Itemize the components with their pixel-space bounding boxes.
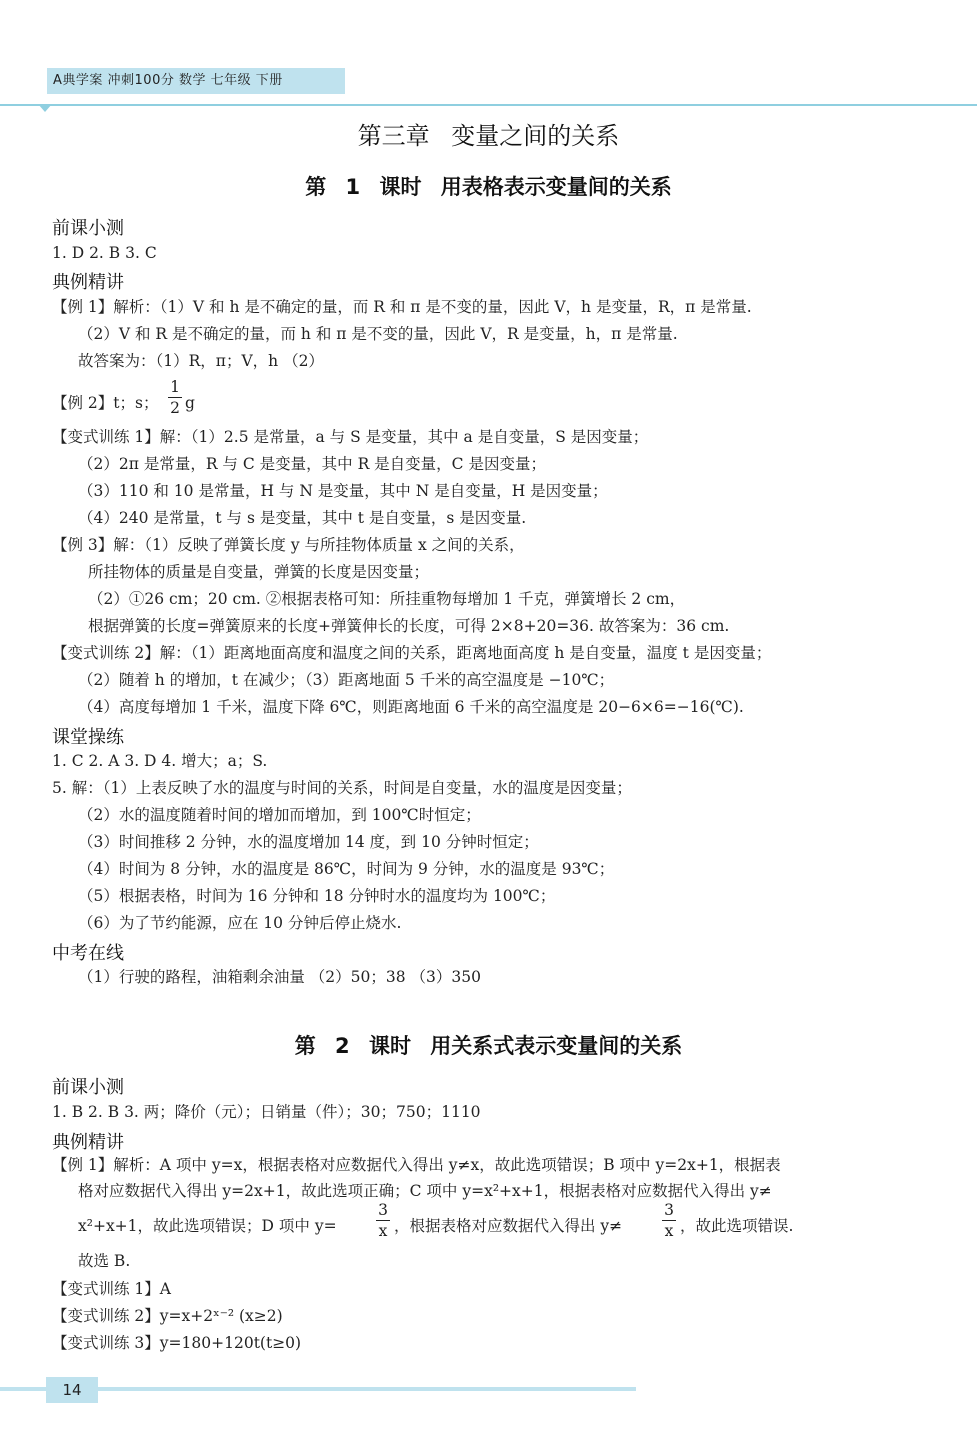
fraction-denominator: 2 (170, 399, 180, 417)
fraction-bar (376, 1220, 390, 1221)
variant-1-line-4: （4）240 是常量，t 与 s 是变量，其中 t 是自变量，s 是因变量. (78, 509, 527, 527)
section-examples-1: 典例精讲 (52, 272, 124, 293)
fraction-numerator: 3 (378, 1201, 388, 1219)
zhongkao-line-1: （1）行驶的路程，油箱剩余油量 （2）50；38 （3）350 (78, 968, 481, 986)
section-examples-2: 典例精讲 (52, 1132, 124, 1153)
example-2-unit: g (185, 394, 195, 412)
section-pretest-2: 前课小测 (52, 1077, 124, 1098)
class-line-1: 1. C 2. A 3. D 4. 增大；a；S. (52, 752, 268, 770)
page-number: 14 (46, 1377, 98, 1403)
example-3-line-2: 所挂物体的质量是自变量，弹簧的长度是因变量； (88, 563, 430, 581)
class-line-2: 5. 解：（1）上表反映了水的温度与时间的关系，时间是自变量，水的温度是因变量； (52, 779, 632, 797)
fraction-bar (662, 1220, 676, 1221)
fraction-numerator: 1 (170, 378, 180, 396)
variant-1-line-2: （2）2π 是常量，R 与 C 是变量，其中 R 是自变量，C 是因变量； (78, 455, 546, 473)
l2-variant-1: 【变式训练 1】A (52, 1280, 171, 1298)
example-1-line-1: 【例 1】解析：（1）V 和 h 是不确定的量，而 R 和 π 是不变的量，因此 V，h 是变量，R，π 是常量. (52, 298, 752, 316)
section-pretest-1: 前课小测 (52, 218, 124, 239)
section-class-practice: 课堂操练 (52, 727, 124, 748)
fraction-bar (168, 397, 182, 398)
l2-example-1-line-1: 【例 1】解析：A 项中 y=x，根据表格对应数据代入得出 y≠x，故此选项错误；B 项中 y=2x+1，根据表 (52, 1156, 781, 1174)
fraction-numerator: 3 (664, 1201, 674, 1219)
example-3-line-1: 【例 3】解：（1）反映了弹簧长度 y 与所挂物体质量 x 之间的关系， (52, 536, 525, 554)
class-line-7: （6）为了节约能源，应在 10 分钟后停止烧水. (78, 914, 402, 932)
variant-2-line-1: 【变式训练 2】解：（1）距离地面高度和温度之间的关系，距离地面高度 h 是自变量，温度 t 是因变量； (52, 644, 772, 662)
class-line-5: （4）时间为 8 分钟，水的温度是 86℃，时间为 9 分钟，水的温度是 93℃； (78, 860, 615, 878)
section-zhongkao: 中考在线 (52, 943, 124, 964)
l2-example-1-line-3c: ，故此选项错误. (680, 1217, 794, 1235)
fraction-denominator: x (378, 1222, 388, 1240)
example-3-line-4: 根据弹簧的长度=弹簧原来的长度+弹簧伸长的长度，可得 2×8+20=36. 故答案为：36 cm. (88, 617, 730, 635)
class-line-4: （3）时间推移 2 分钟，水的温度增加 14 度，到 10 分钟时恒定； (78, 833, 539, 851)
l2-example-1-line-2: 格对应数据代入得出 y=2x+1，故此选项正确；C 项中 y=x²+x+1，根据表格对应数据代入得出 y≠ (78, 1182, 772, 1200)
variant-1-line-3: （3）110 和 10 是常量，H 与 N 是变量，其中 N 是自变量，H 是因变量； (78, 482, 608, 500)
l2-example-1-line-4: 故选 B. (78, 1252, 131, 1270)
l2-variant-2: 【变式训练 2】y=x+2ˣ⁻² (x≥2) (52, 1307, 283, 1325)
pretest-answers-1: 1. D 2. B 3. C (52, 244, 157, 262)
variant-2-line-3: （4）高度每增加 1 千米，温度下降 6℃，则距离地面 6 千米的高空温度是 20−6×6=−16(℃). (78, 698, 744, 716)
fraction-denominator: x (664, 1222, 674, 1240)
fraction-3-over-x-a (376, 1201, 390, 1240)
header-divider (0, 104, 977, 106)
example-3-line-3: （2）①26 cm；20 cm. ②根据表格可知：所挂重物每增加 1 千克，弹簧增长 2 cm， (88, 590, 686, 608)
l2-example-1-line-3a: x²+x+1，故此选项错误；D 项中 y= (78, 1217, 337, 1235)
book-title-tab: A典学案 冲刺100分 数学 七年级 下册 (47, 68, 345, 94)
fraction-3-over-x-b (662, 1201, 676, 1240)
l2-example-1-line-3b: ，根据表格对应数据代入得出 y≠ (394, 1217, 623, 1235)
example-1-line-3: 故答案为：（1）R，π；V，h （2） (78, 352, 324, 370)
chapter-title: 第三章 变量之间的关系 (357, 122, 620, 150)
class-line-3: （2）水的温度随着时间的增加而增加，到 100℃时恒定； (78, 806, 481, 824)
lesson-2-title: 第 2 课时 用关系式表示变量间的关系 (294, 1034, 683, 1058)
variant-1-line-1: 【变式训练 1】解：（1）2.5 是常量，a 与 S 是变量，其中 a 是自变量，S 是因变量； (52, 428, 649, 446)
example-1-line-2: （2）V 和 R 是不确定的量，而 h 和 π 是不变的量，因此 V，R 是变量，h，π 是常量. (78, 325, 678, 343)
class-line-6: （5）根据表格，时间为 16 分钟和 18 分钟时水的温度均为 100℃； (78, 887, 556, 905)
header-notch (38, 104, 52, 112)
l2-variant-3: 【变式训练 3】y=180+120t(t≥0) (52, 1334, 302, 1352)
example-2-text: 【例 2】t；s； (52, 394, 159, 412)
pretest-answers-2: 1. B 2. B 3. 两；降价（元）；日销量（件）；30；750；1110 (52, 1103, 481, 1121)
variant-2-line-2: （2）随着 h 的增加，t 在减少；（3）距离地面 5 千米的高空温度是 −10℃； (78, 671, 615, 689)
example-2-fraction (168, 378, 182, 417)
lesson-1-title: 第 1 课时 用表格表示变量间的关系 (305, 175, 672, 199)
